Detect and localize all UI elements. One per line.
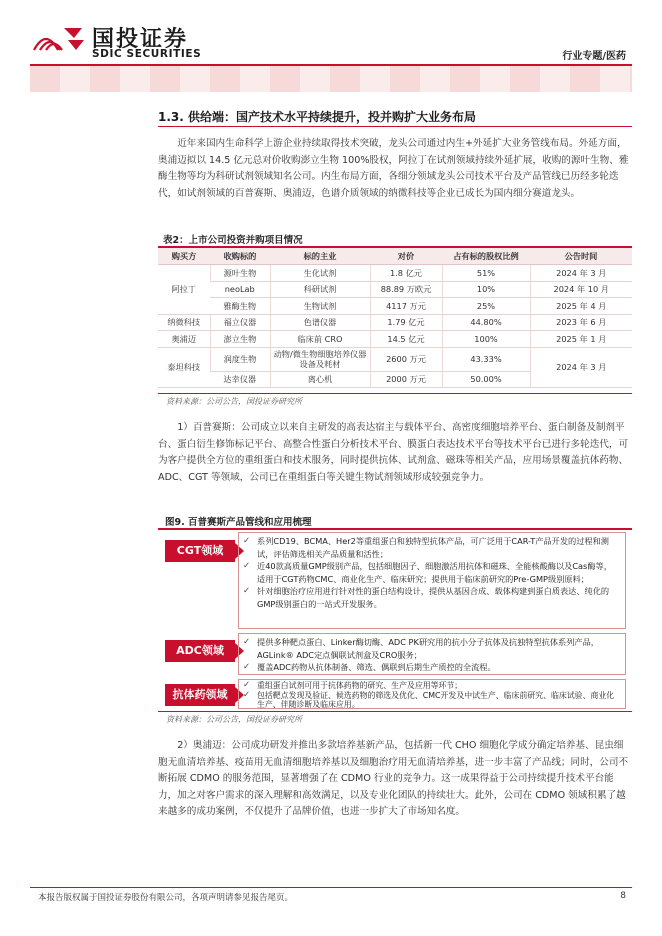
page-number: 8: [620, 891, 626, 901]
cell-share: 25%: [442, 298, 530, 315]
yuanxing-paragraph: 2）奥浦迈：公司成功研发并推出多款培养基新产品，包括新一代 CHO 细胞化学成分确定培养基、昆虫细胞无血清培养基、疫苗用无血清细胞培养基以及细胞治疗用无血清培养基，进一步丰富了产品线；同时，公司不断拓展 CDMO 的服务范围，显著增强了在 CDMO 行业的竞争力。这一成果得益于公司持续提升技术平台能力，加之对客户需求的深入理解和高效满足，以及专业化团队的持续壮大。此外，公司在 CDMO 领域积累了越来越多的成功案例，不仅提升了品牌价值，也进一步扩大了市场知名度。: [158, 740, 629, 817]
cell-share: 44.80%: [442, 314, 530, 331]
cell-date: 2025 年 1 月: [530, 331, 632, 348]
cell-target: 澎立生物: [210, 331, 270, 348]
cell-share: 43.33%: [442, 347, 530, 371]
cell-date: 2024 年 3 月: [530, 265, 632, 282]
col-header-business: 标的主业: [270, 248, 370, 265]
cell-target: neoLab: [210, 281, 270, 298]
cell-business: 离心机: [270, 371, 370, 388]
antibody-group: [238, 679, 626, 709]
cell-share: 100%: [442, 331, 530, 348]
header-pattern-band: [30, 66, 632, 92]
footer-disclaimer: 本报告版权属于国投证券股份有限公司，各项声明请参见报告尾页。: [38, 893, 294, 903]
bioprospect-paragraph: 1）百普赛斯：公司成立以来自主研发的高表达宿主与载体平台、高密度细胞培养平台、蛋白制备及制剂平台、蛋白衍生修饰标记平台、高整合性蛋白分析技术平台、膜蛋白表达技术平台等技术平台已进行多轮迭代，可为客户提供全方位的重组蛋白和技术服务，同时提供抗体、试剂盒、磁珠等相关产品，应用场景覆盖抗体药物、ADC、CGT 等领域，公司已在重组蛋白等关键生物试剂领域形成较强竞争力。: [158, 422, 629, 483]
brand-name-cn: 国投证券: [92, 27, 189, 52]
investment-table: [158, 248, 632, 388]
cell-date: 2024 年 10 月: [530, 281, 632, 298]
table-source-note: 资料来源：公司公告，国投证券研究所: [166, 397, 302, 406]
cell-business: 色谱仪器: [270, 314, 370, 331]
cell-business: 科研试剂: [270, 281, 370, 298]
cell-buyer: 阿拉丁: [158, 265, 210, 315]
section-divider: [158, 126, 632, 127]
cgt-label: CGT领域: [165, 540, 235, 562]
cell-date: 2023 年 6 月: [530, 314, 632, 331]
col-header-price: 对价: [370, 248, 442, 265]
antibody-item: ✓ 重组蛋白试剂可用于抗体药物的研究、生产及应用等环节；: [243, 681, 619, 691]
adc-item: ✓ 覆盖ADC药物从抗体制备、筛选、偶联到后期生产质控的全流程。: [243, 661, 619, 674]
col-header-buyer: 购买方: [158, 248, 210, 265]
adc-item: ✓ 提供多种靶点蛋白、Linker酶切酶、ADC PK研究用的抗小分子抗体及抗独特型抗体系列产品，AGLink® ADC定点偶联试剂盒及CRO服务；: [243, 636, 619, 661]
cell-price: 1.79 亿元: [370, 314, 442, 331]
adc-group: [238, 633, 626, 675]
cell-date: 2024 年 3 月: [530, 347, 632, 388]
cell-date: 2025 年 4 月: [530, 298, 632, 315]
col-header-target: 收购标的: [210, 248, 270, 265]
table-row: [158, 314, 632, 331]
cell-business: 生物试剂: [270, 298, 370, 315]
cell-business: 临床前 CRO: [270, 331, 370, 348]
cell-price: 2600 万元: [370, 347, 442, 371]
cell-business: 动物/微生物细胞培养仪器设备及耗材: [270, 347, 370, 371]
table-row: [158, 331, 632, 348]
cell-share: 50.00%: [442, 371, 530, 388]
cell-share: 51%: [442, 265, 530, 282]
cell-price: 2000 万元: [370, 371, 442, 388]
cell-buyer: 泰坦科技: [158, 347, 210, 388]
table-row: [158, 347, 632, 371]
section-title: 1.3. 供给端：国产技术水平持续提升，投并购扩大业务布局: [158, 110, 476, 124]
cell-buyer: 纳微科技: [158, 314, 210, 331]
cell-price: 14.5 亿元: [370, 331, 442, 348]
cell-business: 生化试剂: [270, 265, 370, 282]
figure-title: 图9. 百普赛斯产品管线和应用梳理: [165, 517, 312, 528]
col-header-share: 占有标的股权比例: [442, 248, 530, 265]
cell-buyer: 奥浦迈: [158, 331, 210, 348]
cell-target: 福立仪器: [210, 314, 270, 331]
report-category: 行业专题/医药: [562, 51, 626, 62]
footer-divider: [30, 887, 632, 888]
table-row: [158, 281, 632, 298]
cell-price: 1.8 亿元: [370, 265, 442, 282]
adc-label: ADC领域: [165, 640, 235, 662]
table-row: [158, 265, 632, 282]
cell-price: 4117 万元: [370, 298, 442, 315]
table-bottom-rule: [158, 393, 632, 394]
cgt-item: ✓ 近40款高质量GMP级别产品，包括细胞因子、细胞激活用抗体和磁珠、全能核酸酶以及Cas酶等，适用于CGT药物CMC、商业化生产、临床研究；提供用于临床前研究的Pre-GMP级别原料；: [243, 560, 619, 585]
figure-source-note: 资料来源：公司公告，国投证券研究所: [166, 715, 302, 724]
intro-paragraph: 近年来国内生命科学上游企业持续取得技术突破，龙头公司通过内生+外延扩大业务管线布局。外延方面，奥浦迈拟以 14.5 亿元总对价收购澎立生物 100%股权，阿拉丁在试剂领域持续外延扩展，收购的源叶生物、雅酶生物等均为科研试剂领域知名公司。内生布局方面，各细分领域龙头公司技术平台及产品管线已历经多轮迭代，如试剂领域的百普赛斯、奥浦迈，色谱介质领域的纳微科技等企业已成长为国内细分赛道龙头。: [158, 138, 629, 199]
cell-target: 达幸仪器: [210, 371, 270, 388]
antibody-item: ✓ 包括靶点发现及验证、候选药物的筛选及优化、CMC开发及中试生产、临床前研究、临床试验、商业化生产、伴随诊断及临床应用。: [243, 691, 619, 710]
cgt-item: ✓ 系列CD19、BCMA、Her2等重组蛋白和独特型抗体产品，可广泛用于CAR-T产品开发的过程和测试，评估筛选相关产品质量和活性；: [243, 535, 619, 560]
figure-top-rule: [158, 528, 632, 530]
table-row: [158, 298, 632, 315]
cgt-group: [238, 532, 626, 629]
cgt-item: ✓ 针对细胞治疗应用进行针对性的蛋白结构设计，提供从基因合成、载体构建到蛋白质表达、纯化的GMP级别蛋白的一站式开发服务。: [243, 585, 619, 610]
cell-target: 润度生物: [210, 347, 270, 371]
cell-price: 88.89 万欧元: [370, 281, 442, 298]
table-title: 表2：上市公司投资并购项目情况: [163, 235, 303, 246]
table-header-row: [158, 248, 632, 265]
sdic-logo-icon: [30, 24, 86, 52]
cell-target: 源叶生物: [210, 265, 270, 282]
col-header-date: 公告时间: [530, 248, 632, 265]
antibody-label: 抗体药领域: [165, 684, 235, 706]
cell-share: 10%: [442, 281, 530, 298]
figure-bottom-rule: [158, 711, 632, 712]
cell-target: 雅酶生物: [210, 298, 270, 315]
brand-name-en: SDIC SECURITIES: [92, 48, 202, 60]
